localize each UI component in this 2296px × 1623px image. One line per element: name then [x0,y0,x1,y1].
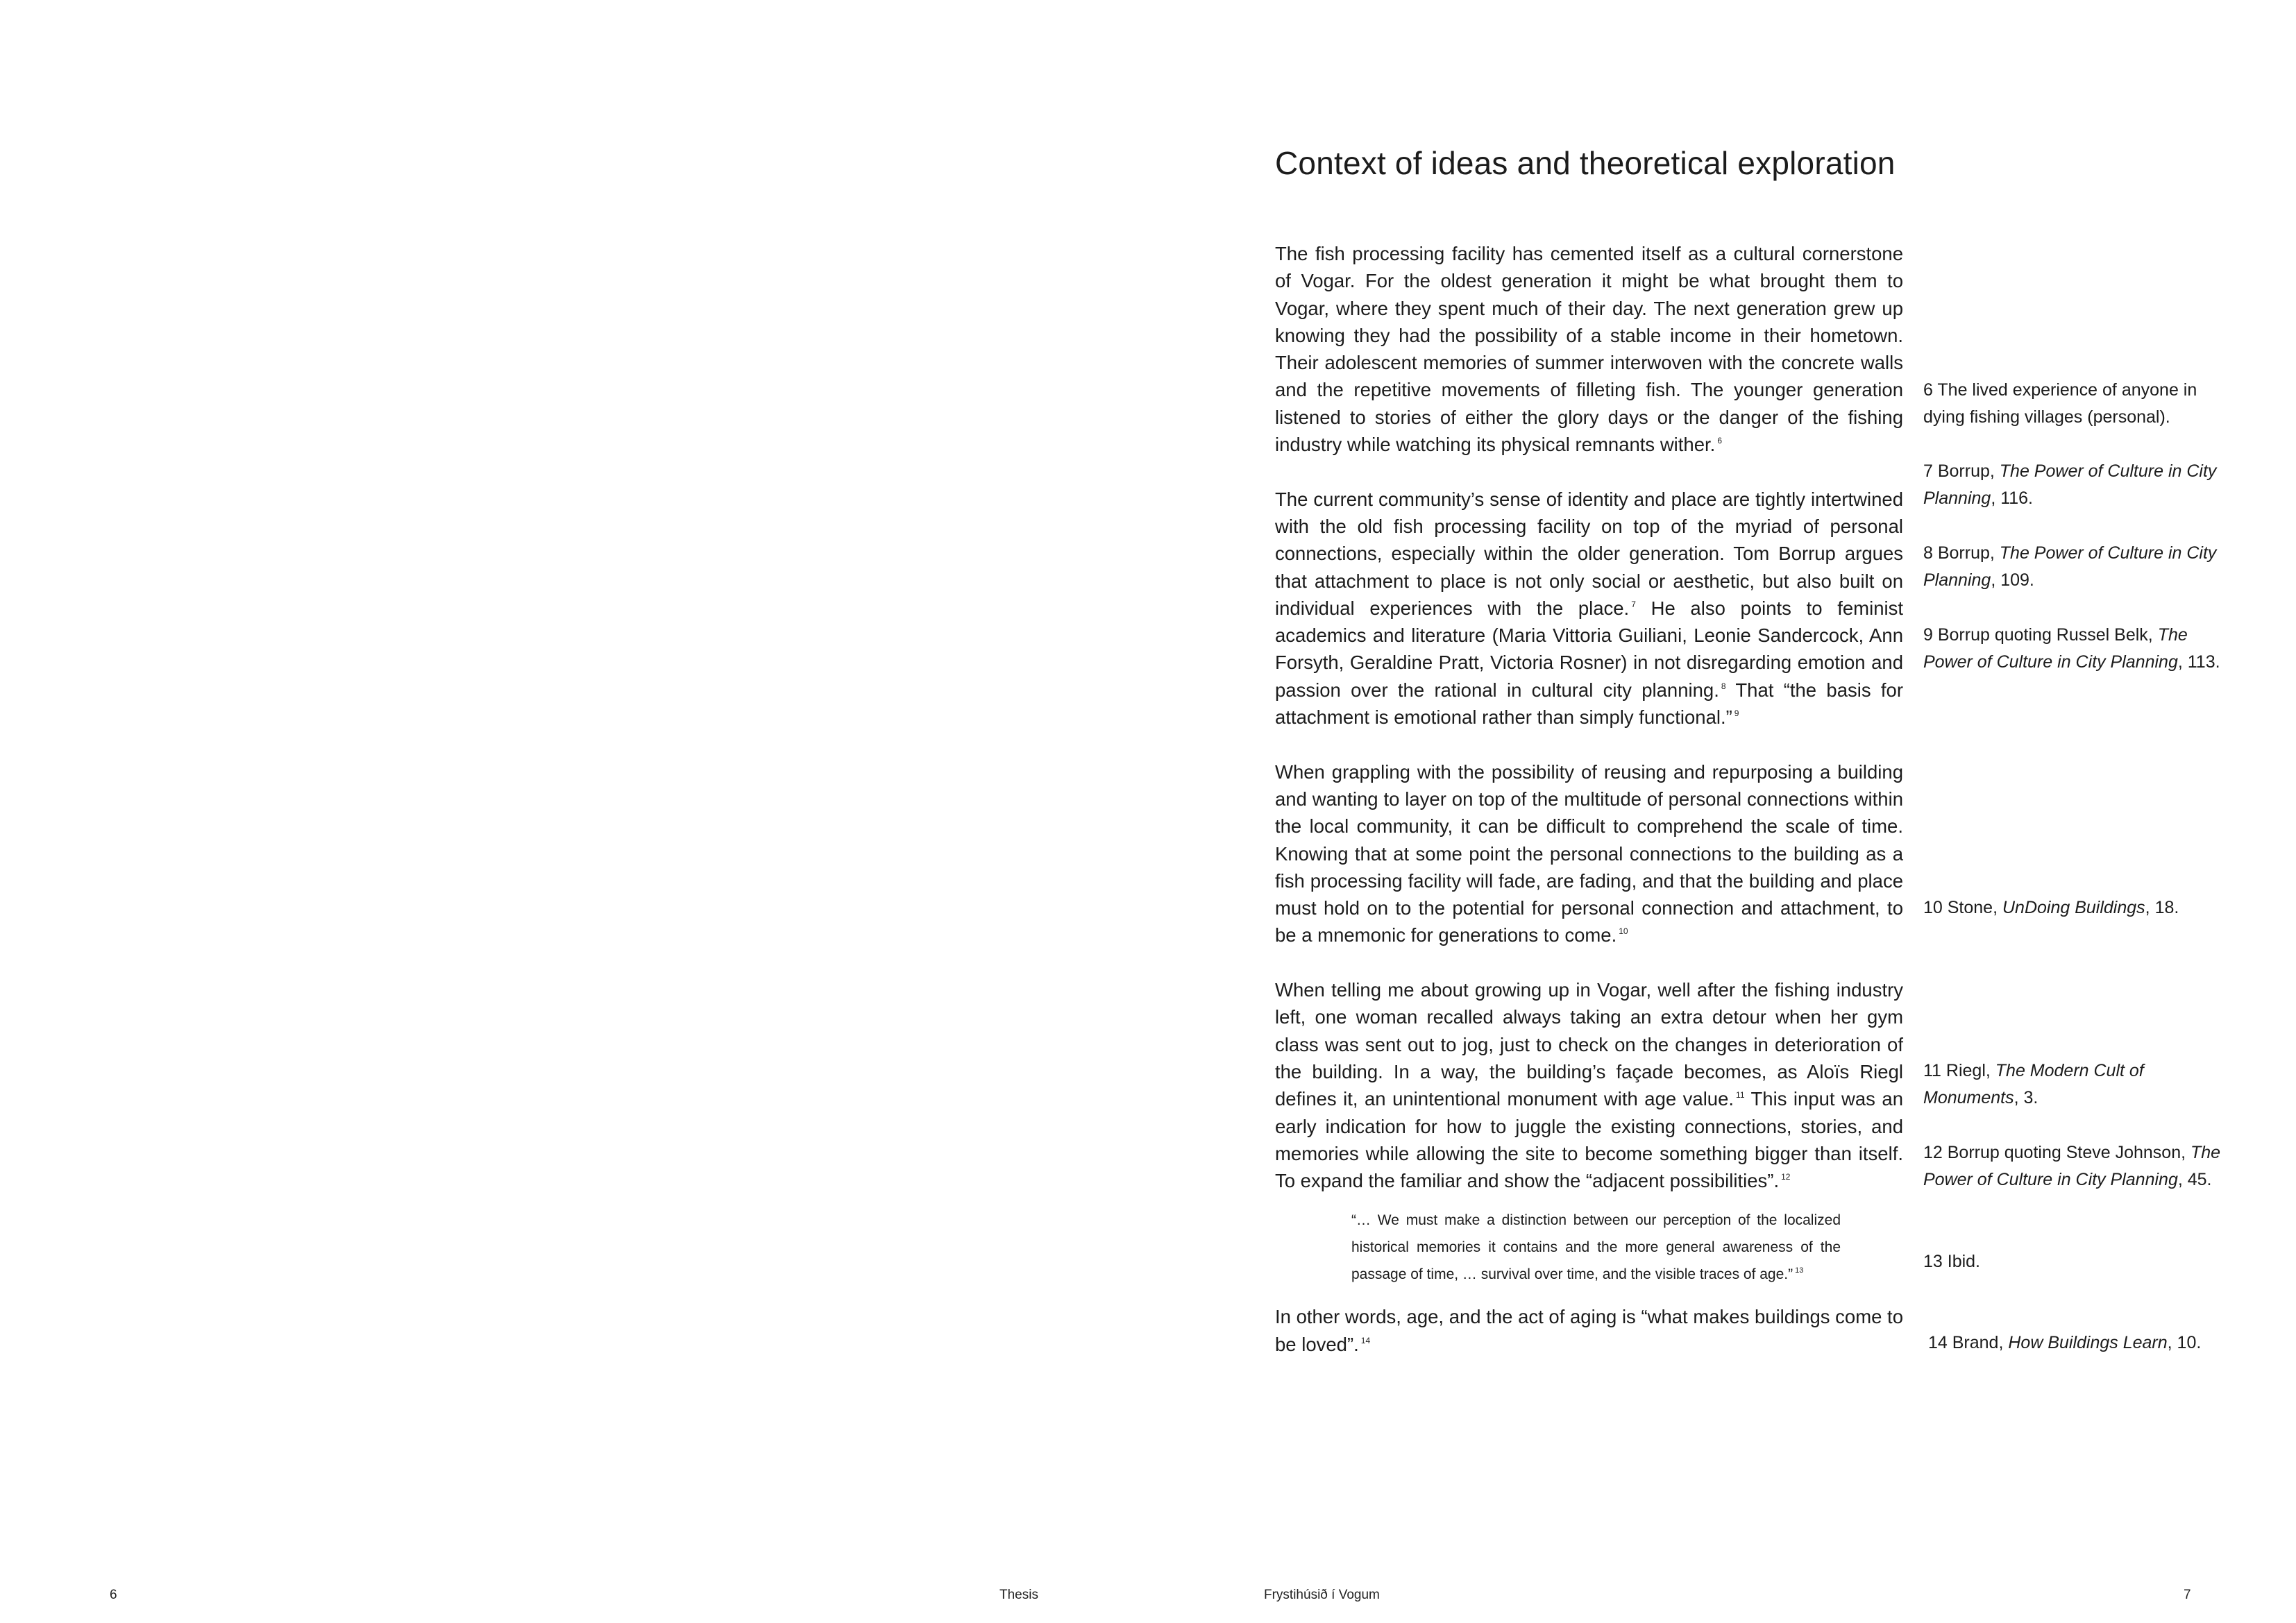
sidenote-8: 8 Borrup, The Power of Culture in City Planning, 109. [1923,543,2217,590]
paragraph-2-text-a: The current community’s sense of identity and place are tightly intertwined with the old fish processing facility on top of the myriad of personal connections, especially within the older generation. Tom Borrup argues that attachment to place is not only social or aesthetic, but also built on individual experiences with the place. [1275,488,1903,619]
paragraph-4 [1275,976,1903,1194]
footnote-ref-13: 13 [1795,1266,1804,1275]
paragraph-1-text: The fish processing facility has cemented itself as a cultural cornerstone of Vogar. For the oldest generation it might be what brought them to Vogar, where they spent much of their day. The next generation grew up knowing they had the possibility of a stable income in their hometown. Their adolescent memories of summer interwoven with the concrete walls and the repetitive movements of filleting fish. The younger generation listened to stories of either the glory days or the danger of the fishing industry while watching its physical remnants wither. [1275,243,1903,456]
main-text-column [1275,240,1903,1385]
sidenote-9: 9 Borrup quoting Russel Belk, The Power of Culture in City Planning, 113. [1923,625,2220,672]
footnote-ref-8: 8 [1721,681,1726,691]
paragraph-4-text-a: When telling me about growing up in Vogar, well after the fishing industry left, one woman recalled always taking an extra detour when her gym class was sent out to jog, just to check on the changes in deterioration of the building. In a way, the building’s façade becomes, as Aloïs Riegl defines it, an unintentional monument with age value. [1275,979,1903,1110]
paragraph-3 [1275,758,1903,949]
block-quote [1351,1207,1841,1288]
block-quote-text: “… We must make a distinction between our perception of the localized historical memories it contains and the more general awareness of the passage of time, … survival over time, and the visible traces of age.” [1351,1212,1841,1283]
footnote-ref-14: 14 [1360,1335,1371,1345]
footnote-ref-11: 11 [1736,1090,1745,1101]
footnote-ref-7: 7 [1631,599,1636,609]
footnote-ref-6: 6 [1717,436,1722,446]
sidenote-11: 11 Riegl, The Modern Cult of Monuments, 3. [1923,1061,2144,1108]
running-title-right: Frystihúsið í Vogum [1264,1588,1380,1602]
page-number-right: 7 [2184,1588,2191,1602]
sidenote-10: 10 Stone, UnDoing Buildings, 18. [1923,898,2179,917]
sidenote-12: 12 Borrup quoting Steve Johnson, The Power of Culture in City Planning, 45. [1923,1143,2221,1190]
running-title-left: Thesis [999,1588,1038,1602]
sidenote-7: 7 Borrup, The Power of Culture in City Planning, 116. [1923,461,2217,509]
paragraph-1 [1275,240,1903,458]
page-number-left: 6 [110,1588,117,1602]
sidenote-6: 6 The lived experience of anyone in dying fishing villages (personal). [1923,380,2197,427]
paragraph-3-text: When grappling with the possibility of reusing and repurposing a building and wanting to layer on top of the multitude of personal connections within the local community, it can be difficult to comprehend the scale of time. Knowing that at some point the personal connections to the building as a fish processing facility will fade, are fading, and that the building and place must hold on to the potential for personal connection and attachment, to be a mnemonic for generations to come. [1275,760,1903,946]
sidenote-14: 14 Brand, How Buildings Learn, 10. [1928,1333,2202,1352]
paragraph-2 [1275,486,1903,731]
paragraph-2-text-b: He also points to feminist academics and literature (Maria Vittoria Guiliani, Leonie Sandercock, Ann Forsyth, Geraldine Pratt, Victoria Rosner) in not disregarding emotion and passion over the rational in cultural city planning. [1275,597,1903,701]
paragraph-5-text: In other words, age, and the act of aging is “what makes buildings come to be loved”. [1275,1306,1903,1355]
paragraph-2-text-c: That “the basis for attachment is emotional rather than simply functional.” [1275,679,1904,729]
sidenote-13: 13 Ibid. [1923,1252,1981,1271]
paragraph-5 [1275,1303,1903,1358]
footnote-ref-9: 9 [1734,708,1739,719]
footnote-ref-12: 12 [1781,1172,1791,1182]
footnote-ref-10: 10 [1619,926,1628,937]
paragraph-4-text-b: This input was an early indication for how to juggle the existing connections, stories, and memories while allowing the site to become something bigger than itself. To expand the familiar and show the “adjacent possibilities”. [1275,1088,1903,1192]
page-title: Context of ideas and theoretical exploration [1275,145,1896,181]
